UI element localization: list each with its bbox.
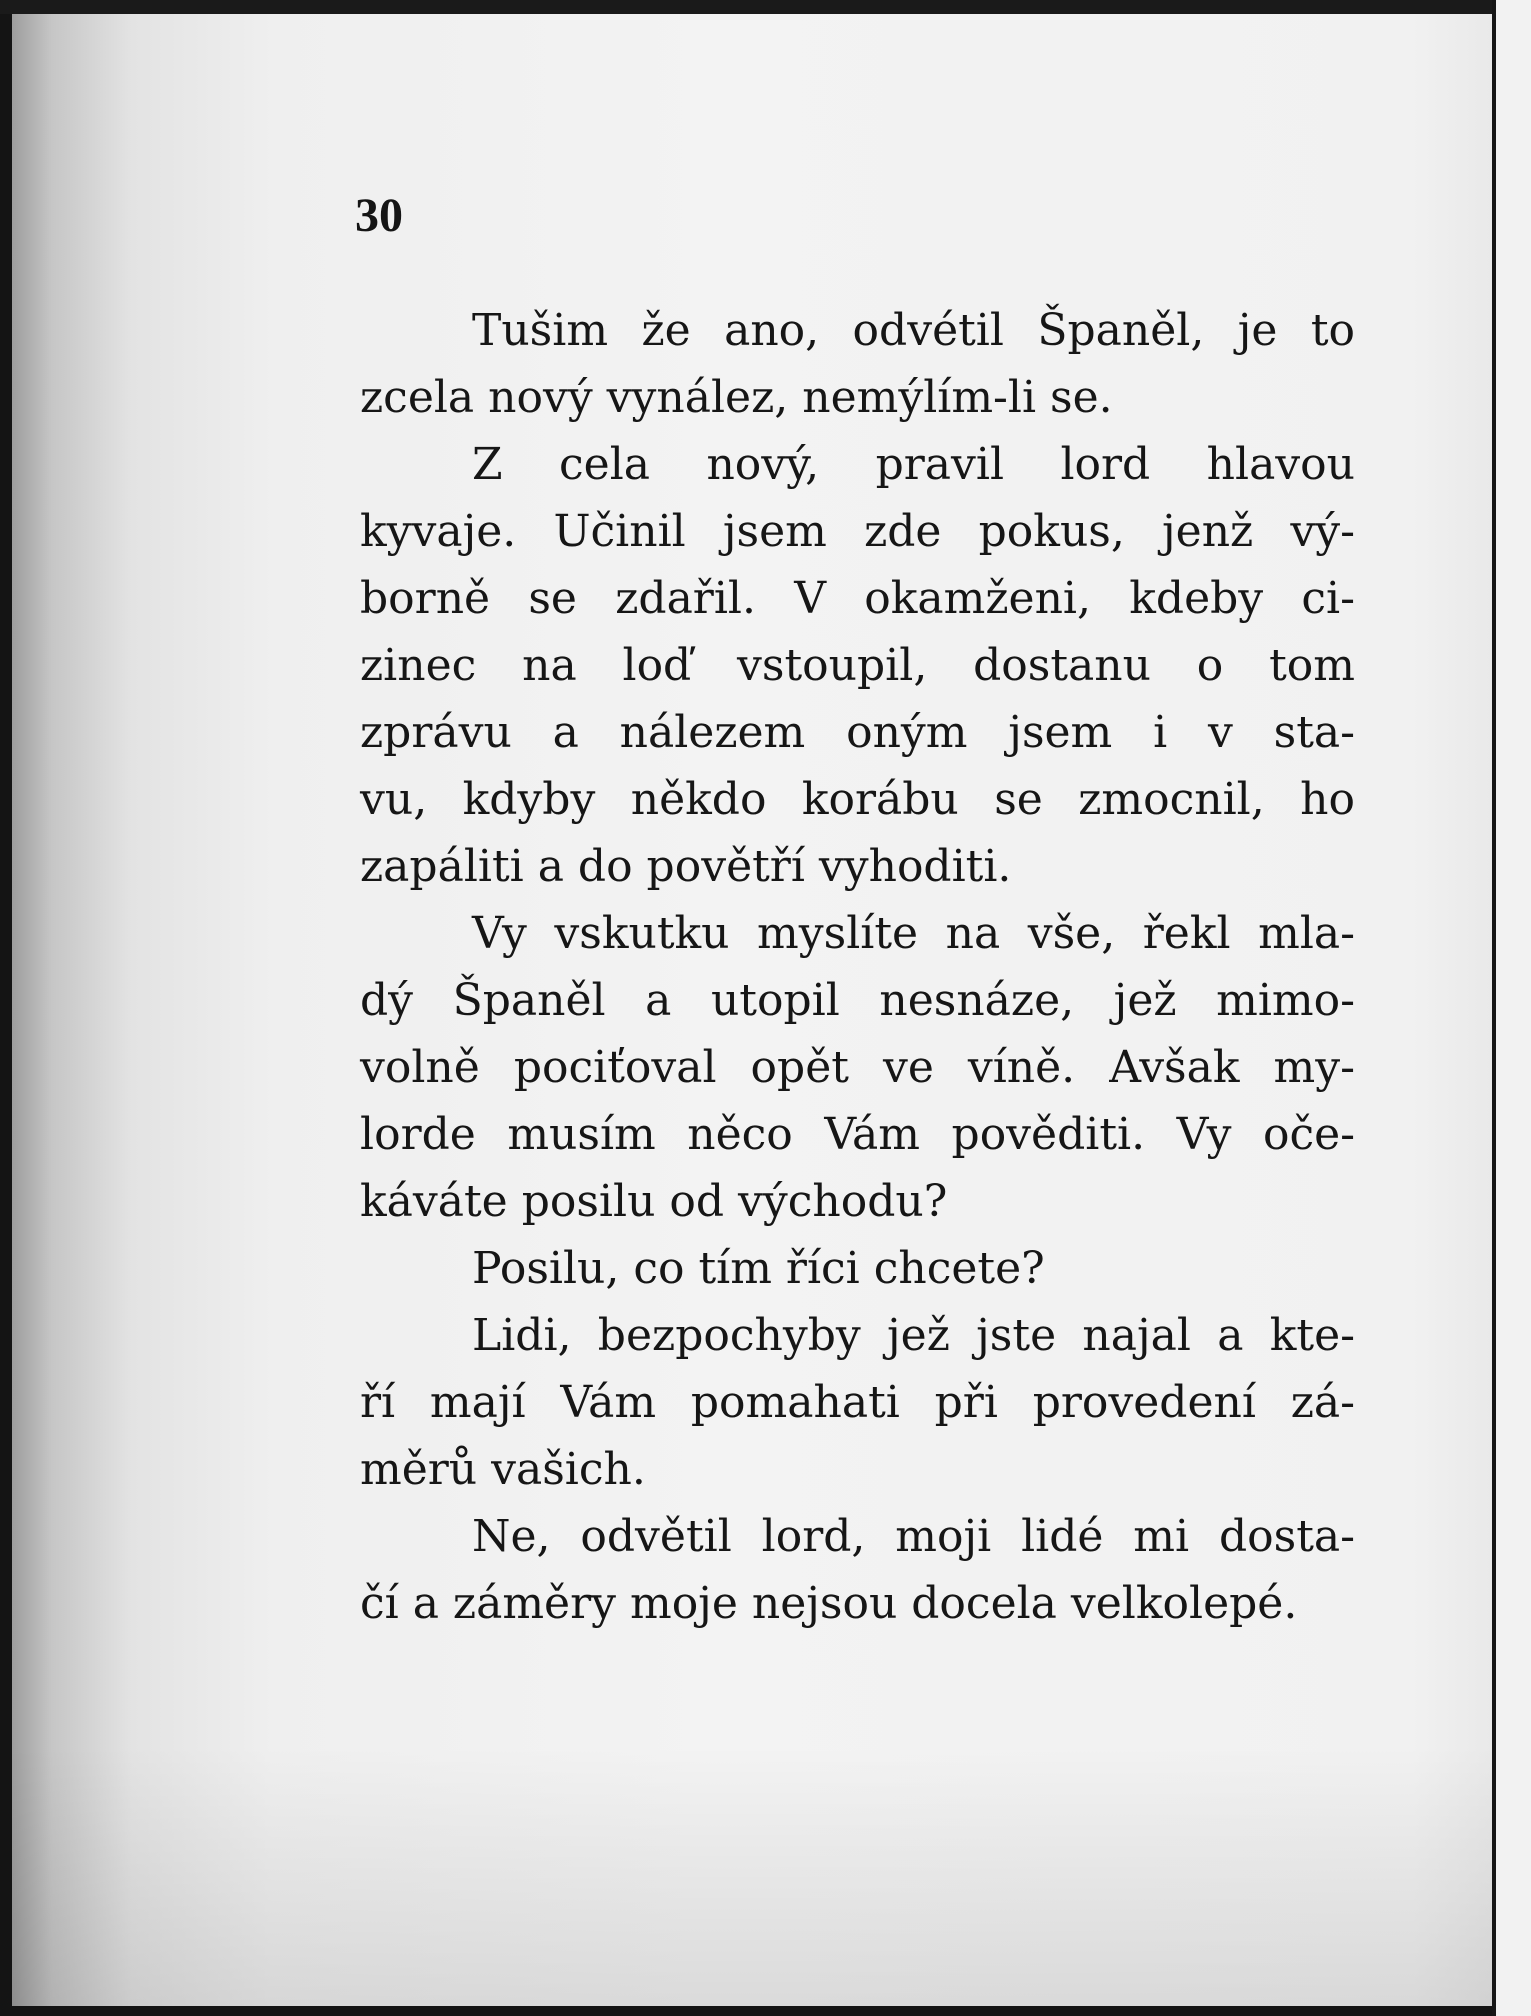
page-number: 30 bbox=[355, 189, 403, 242]
text-line: Ne, odvětil lord, moji lidé mi dosta- bbox=[472, 1511, 1355, 1562]
text-line: Vy vskutku myslíte na vše, řekl mla- bbox=[472, 908, 1355, 959]
paragraph bbox=[360, 1235, 1355, 1302]
text-line: Posilu, co tím říci chcete? bbox=[472, 1243, 1045, 1294]
text-line: volně pociťoval opět ve víně. Avšak my- bbox=[360, 1042, 1355, 1093]
text-line: zinec na loď vstoupil, dostanu o tom bbox=[360, 640, 1355, 691]
text-line: ří mají Vám pomahati při provedení zá- bbox=[360, 1377, 1355, 1428]
text-line: káváte posilu od východu? bbox=[360, 1176, 948, 1227]
paragraph bbox=[360, 1503, 1355, 1637]
text-line: Tušim že ano, odvétil Španěl, je to bbox=[472, 305, 1355, 356]
text-line: lorde musím něco Vám pověditi. Vy oče- bbox=[360, 1109, 1355, 1160]
text-line: kyvaje. Učinil jsem zde pokus, jenž vý- bbox=[360, 506, 1355, 557]
text-line: měrů vašich. bbox=[360, 1444, 646, 1495]
text-line: vu, kdyby někdo korábu se zmocnil, ho bbox=[360, 774, 1355, 825]
paragraph bbox=[360, 1302, 1355, 1503]
text-line: Lidi, bezpochyby jež jste najal a kte- bbox=[472, 1310, 1355, 1361]
text-line: Z cela nový, pravil lord hlavou bbox=[472, 439, 1355, 490]
text-line: dý Španěl a utopil nesnáze, jež mimo- bbox=[360, 975, 1355, 1026]
body-text bbox=[360, 297, 1355, 1637]
paragraph bbox=[360, 900, 1355, 1235]
text-line: zprávu a nálezem oným jsem i v sta- bbox=[360, 707, 1355, 758]
text-line: čí a záměry moje nejsou docela velkolepé. bbox=[360, 1578, 1298, 1629]
right-page-edge bbox=[1492, 0, 1531, 2016]
text-line: zapáliti a do povětří vyhoditi. bbox=[360, 841, 1012, 892]
page-shadow bbox=[12, 1746, 1492, 2006]
text-line: zcela nový vynález, nemýlím-li se. bbox=[360, 372, 1113, 423]
text-line: borně se zdařil. V okamženi, kdeby ci- bbox=[360, 573, 1355, 624]
paragraph bbox=[360, 297, 1355, 431]
paragraph bbox=[360, 431, 1355, 900]
top-scan-border bbox=[0, 0, 1531, 14]
